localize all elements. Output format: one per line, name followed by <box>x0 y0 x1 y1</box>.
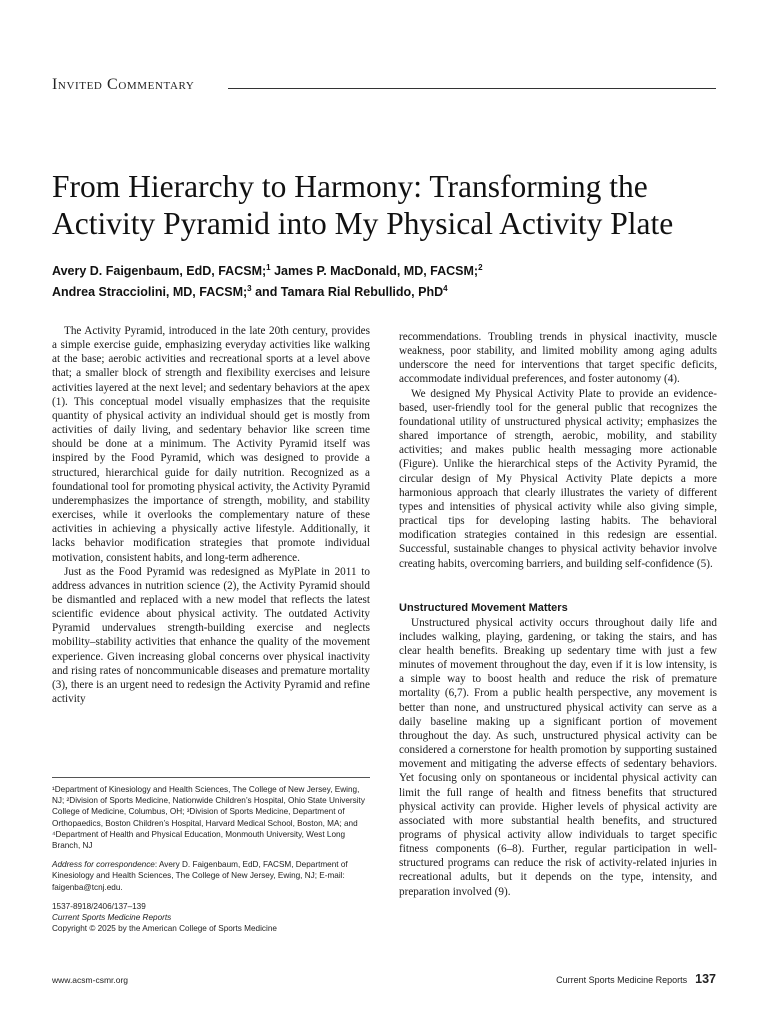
page-number: 137 <box>695 972 716 986</box>
affiliations-note: ¹Department of Kinesiology and Health Sciences, The College of New Jersey, Ewing, NJ; ²Division of Sports Medicine, Nationwide Children’s Hospital, Ohio State University College of Medicine, Columbus, OH; ³Division of Sports Medicine, Department of Orthopaedics, Boston Children’s Hospital, Harvard Medical School, Boston, MA; and ⁴Department of Health and Physical Education, Monmouth University, West Long Branch, NJ <box>52 785 365 851</box>
copyright-note: Copyright © 2025 by the American College of Sports Medicine <box>52 924 277 934</box>
author-list <box>52 259 732 301</box>
footer-url: www.acsm-csmr.org <box>52 975 129 985</box>
section-subheading: Unstructured Movement Matters <box>399 601 568 614</box>
body-paragraph: The Activity Pyramid, introduced in the late 20th century, provides a simple exercise guide, emphasizing everyday activities like walking at the base; aerobic activities and recreational sports at a level above that; a smaller block of strength and flexibility exercises and leisure activities layered at the next level; and sedentary behaviors at the apex (1). This conceptual model visually emphasizes that the requisite quantity of physical activity an individual should get is mostly from activities of daily living, and sedentary behavior like screen time should be done at a minimum. The Activity Pyramid itself was inspired by the Food Pyramid, which was designed to provide a structured, hierarchical guide for daily nutrition. Recognized as a foundational tool for promoting physical activity, the Activity Pyramid underemphasizes the importance of strength, mobility, and stability exercises, while it overlooks the complementary nature of these activities in achieving a physically active lifestyle. Additionally, it lacks behavior modification strategies that promote individual motivation, consistent habits, and long-term adherence. <box>52 325 370 564</box>
body-paragraph: We designed My Physical Activity Plate to provide an evidence-based, user-friendly tool for the general public that recognizes the foundational utility of unstructured physical activity; emphasizes the shared importance of strength, aerobic, mobility, and stability activities; and makes public health messaging more actionable (Figure). Unlike the hierarchical steps of the Activity Pyramid, the circular design of My Physical Activity Plate depicts a more harmonious approach that clearly illustrates the variety of different types and intensities of physical activity while also giving simple, practical tips for developing lasting habits. The behavioral modification strategies contained in this redesign are essential. Successful, sustainable changes to physical activity behavior involve creating habits, overcoming barriers, and building self-confidence (5). <box>399 387 717 570</box>
right-column <box>399 330 717 899</box>
correspondence-note: Address for correspondence: Avery D. Faigenbaum, EdD, FACSM, Department of Kinesiology and Health Sciences, The College of New Jersey, Ewing, NJ; E-mail: faigenba@tcnj.edu. <box>52 860 348 892</box>
author-4: and Tamara Rial Rebullido, PhD$^4$ <box>255 284 448 300</box>
section-label: Invited Commentary <box>52 76 195 93</box>
section-rule <box>228 88 716 89</box>
body-paragraph: Just as the Food Pyramid was redesigned as MyPlate in 2011 to address advances in nutrition science (2), the Activity Pyramid should be dismantled and replaced with a new model that reflects the latest scientific evidence about physical activity. The outdated Activity Pyramid undervalues strength-building exercise and neglects mobility–stability activities that enhance the quality of the movement experience. Given increasing global concerns over physical inactivity and rising rates of noncommunicable diseases and premature mortality (3), there is an urgent need to redesign the Activity Pyramid and refine activity <box>52 565 370 706</box>
article-title: From Hierarchy to Harmony: Transforming the Activity Pyramid into My Physical Activity Plate <box>52 169 674 241</box>
body-paragraph: recommendations. Troubling trends in physical inactivity, muscle weakness, poor stability, and limited mobility among aging adults underscore the need for interventions that target specific deficits, accommodate individual preferences, and foster autonomy (4). <box>399 331 717 386</box>
footnote-rule <box>52 777 370 778</box>
author-2: James P. MacDonald, MD, FACSM;$^2$ <box>274 263 483 279</box>
author-1: Avery D. Faigenbaum, EdD, FACSM;$^1$ <box>52 263 271 279</box>
journal-name: Current Sports Medicine Reports <box>52 913 172 923</box>
author-3: Andrea Stracciolini, MD, FACSM;$^3$ <box>52 284 252 300</box>
footnotes <box>52 784 372 934</box>
footer-journal: Current Sports Medicine Reports 137 <box>556 972 716 986</box>
left-column <box>52 324 370 706</box>
document-id: 1537-8918/2406/137–139 <box>52 901 146 911</box>
body-paragraph: Unstructured physical activity occurs throughout daily life and includes walking, playing, gardening, or taking the stairs, and has clear health benefits. Breaking up sedentary time with just a few minutes of movement throughout the day, even if it is low intensity, is a simple way to boost health and reduce the risk of premature mortality (6,7). From a public health perspective, any movement is better than none, and unstructured physical activity can serve as a daily baseline making up a significant portion of movement throughout the day. As such, unstructured physical activity can be considered a cornerstone for health promotion by supporting sustained movement and mitigating the adverse effects of sedentary behaviors. Yet focusing only on spontaneous or incidental physical activity can limit the full range of health and fitness benefits that structured physical activity can provide. Higher levels of physical activity are associated with more substantial health benefits, and structured programs of physical activity allow individuals to target specific fitness components (6–8). Further, regular participation in well-structured programs can reduce the risk of activity-related injuries in recreational adults, but it depends on the type, intensity, and preparation involved (9). <box>399 616 717 898</box>
